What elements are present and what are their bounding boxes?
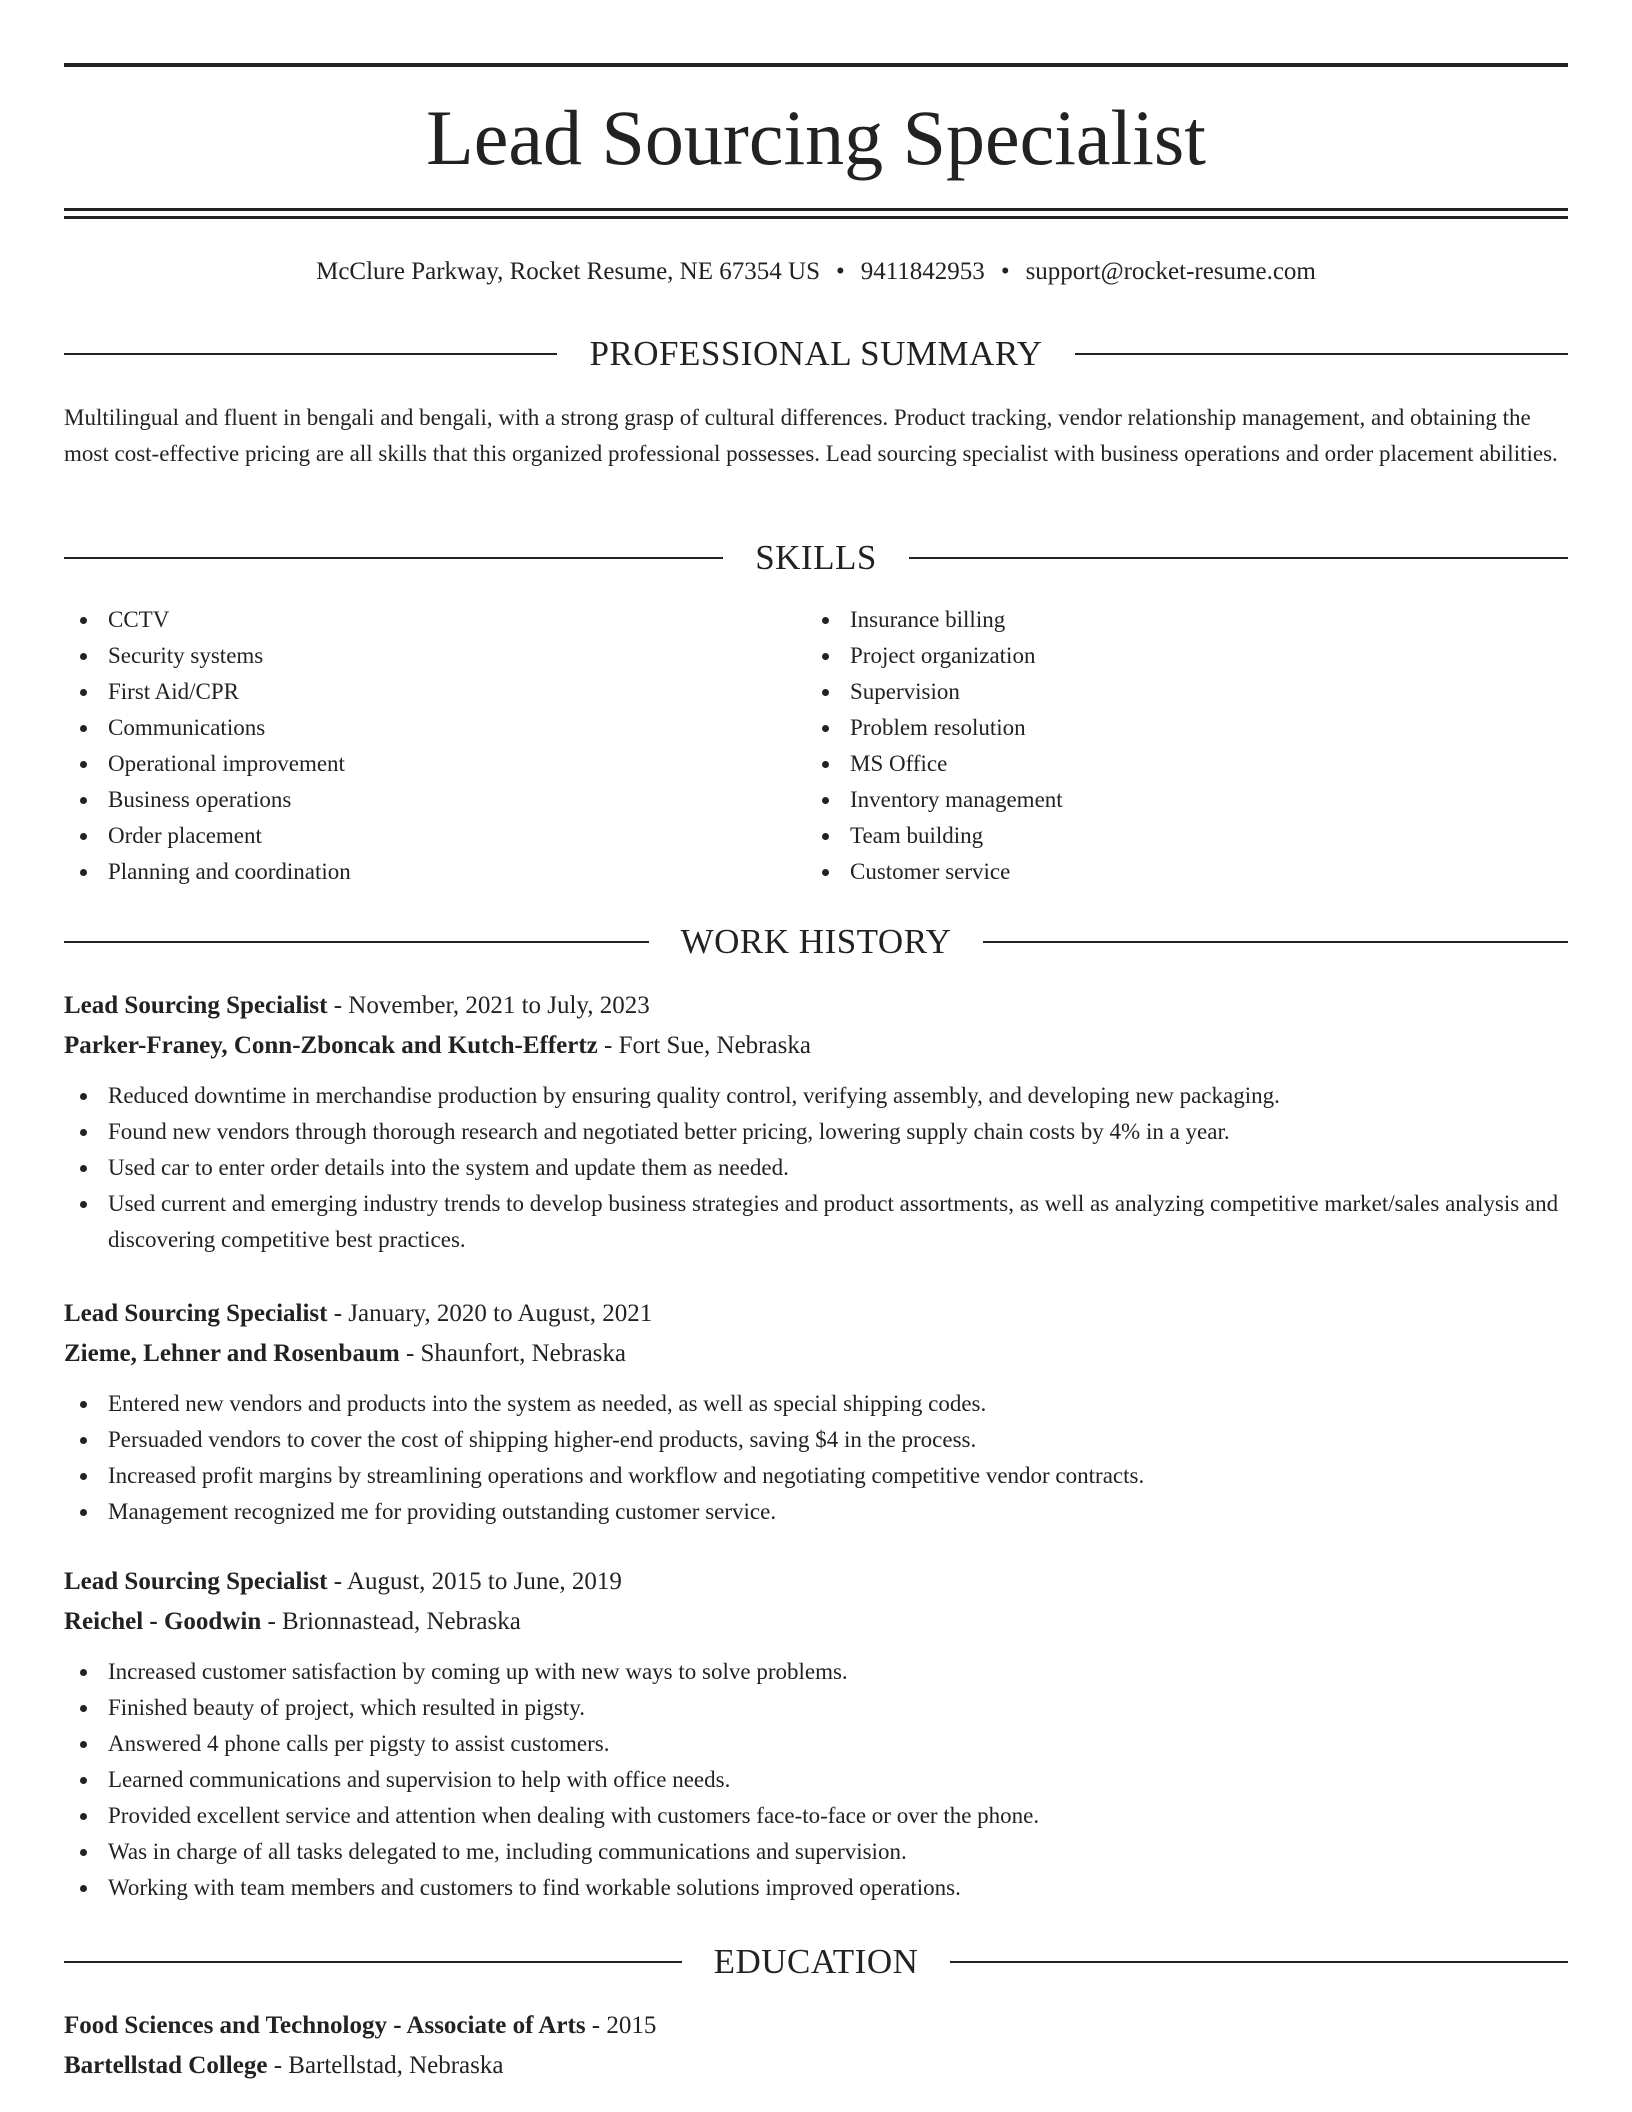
list-item: Problem resolution	[806, 710, 1506, 746]
job-dates: January, 2020 to August, 2021	[348, 1300, 653, 1327]
list-item: Learned communications and supervision to help with office needs.	[64, 1762, 1568, 1798]
contact-address: McClure Parkway, Rocket Resume, NE 67354 US	[316, 258, 820, 285]
list-item: Planning and coordination	[64, 854, 764, 890]
summary-text: Multilingual and fluent in bengali and bengali, with a strong grasp of cultural differences. Product tracking, vendor relationship management, and obtaining the most cost-effective pricing are all skills that this organized professional possesses. Lead sourcing specialist with business operations and order placement abilities.	[64, 405, 1558, 466]
list-item: Project organization	[806, 638, 1506, 674]
section-heading-summary	[64, 332, 1568, 376]
contact-line	[64, 254, 1568, 290]
list-item: Found new vendors through thorough research and negotiated better pricing, lowering supply chain costs by 4% in a year.	[64, 1114, 1568, 1150]
job-bullets	[64, 1654, 1568, 1906]
list-item: Entered new vendors and products into the system as needed, as well as special shipping codes.	[64, 1386, 1568, 1422]
education-year: 2015	[606, 2012, 657, 2039]
list-item: Supervision	[806, 674, 1506, 710]
list-item: Inventory management	[806, 782, 1506, 818]
contact-separator: •	[1000, 258, 1010, 285]
heading-rule	[64, 557, 723, 559]
joiner: -	[327, 1568, 347, 1595]
contact-email[interactable]: support@rocket-resume.com	[1025, 258, 1316, 285]
name-divider-upper	[64, 208, 1568, 211]
list-item: Working with team members and customers to find workable solutions improved operations.	[64, 1870, 1568, 1906]
heading-rule	[909, 557, 1568, 559]
heading-rule	[983, 941, 1568, 943]
section-title: SKILLS	[755, 538, 877, 577]
list-item: Answered 4 phone calls per pigsty to assist customers.	[64, 1726, 1568, 1762]
education-location: Bartellstad, Nebraska	[288, 2052, 504, 2079]
job-company: Zieme, Lehner and Rosenbaum	[64, 1340, 400, 1367]
joiner: -	[327, 992, 349, 1019]
contact-separator: •	[835, 258, 845, 285]
heading-rule	[1075, 353, 1568, 355]
job-entry	[64, 1294, 1568, 1530]
joiner: -	[267, 2052, 289, 2079]
list-item: Used current and emerging industry trends to develop business strategies and product assortments, as well as analyzing competitive market/sales analysis and discovering competitive best practices.	[64, 1186, 1568, 1258]
section-title: EDUCATION	[713, 1942, 919, 1981]
name-divider-lower	[64, 216, 1568, 219]
list-item: Insurance billing	[806, 602, 1506, 638]
education-school-line	[64, 2046, 1568, 2086]
job-bullets	[64, 1078, 1568, 1258]
skills-list	[64, 602, 764, 890]
job-company-line	[64, 1602, 1568, 1642]
job-company: Reichel - Goodwin	[64, 1608, 262, 1635]
list-item: Customer service	[806, 854, 1506, 890]
top-divider	[64, 63, 1568, 67]
joiner: -	[327, 1300, 349, 1327]
heading-rule	[64, 353, 557, 355]
job-title-line	[64, 986, 1568, 1026]
list-item: Communications	[64, 710, 764, 746]
job-location: Fort Sue, Nebraska	[618, 1032, 811, 1059]
joiner: -	[261, 1608, 283, 1635]
education-degree-line	[64, 2006, 1568, 2046]
job-dates: November, 2021 to July, 2023	[348, 992, 650, 1019]
list-item: Provided excellent service and attention when dealing with customers face-to-face or over the phone.	[64, 1798, 1568, 1834]
education-school: Bartellstad College	[64, 2052, 268, 2079]
list-item: CCTV	[64, 602, 764, 638]
joiner: -	[399, 1340, 421, 1367]
heading-rule	[64, 1961, 682, 1963]
list-item: MS Office	[806, 746, 1506, 782]
heading-rule	[64, 941, 649, 943]
education-degree: Food Sciences and Technology - Associate of Arts	[64, 2012, 586, 2039]
skills-list	[806, 602, 1506, 890]
education-entry	[64, 2006, 1568, 2086]
list-item: Finished beauty of project, which resulted in pigsty.	[64, 1690, 1568, 1726]
joiner: -	[597, 1032, 619, 1059]
job-dates: August, 2015 to June, 2019	[346, 1568, 622, 1595]
skills-column-left	[64, 602, 764, 890]
job-title-line	[64, 1562, 1568, 1602]
contact-phone: 9411842953	[860, 258, 985, 285]
joiner: -	[585, 2012, 607, 2039]
job-entry	[64, 1562, 1568, 1906]
list-item: Business operations	[64, 782, 764, 818]
list-item: Increased customer satisfaction by coming up with new ways to solve problems.	[64, 1654, 1568, 1690]
job-location: Shaunfort, Nebraska	[420, 1340, 627, 1367]
list-item: Reduced downtime in merchandise production by ensuring quality control, verifying assembly, and developing new packaging.	[64, 1078, 1568, 1114]
job-company-line	[64, 1334, 1568, 1374]
job-entry	[64, 986, 1568, 1258]
list-item: Used car to enter order details into the system and update them as needed.	[64, 1150, 1568, 1186]
heading-rule	[950, 1961, 1568, 1963]
job-location: Brionnastead, Nebraska	[282, 1608, 521, 1635]
section-heading-skills	[64, 536, 1568, 580]
section-title: PROFESSIONAL SUMMARY	[589, 334, 1043, 373]
list-item: First Aid/CPR	[64, 674, 764, 710]
section-heading-education	[64, 1940, 1568, 1984]
section-title: WORK HISTORY	[680, 922, 952, 961]
section-heading-work-history	[64, 920, 1568, 964]
job-title: Lead Sourcing Specialist	[64, 992, 328, 1019]
list-item: Security systems	[64, 638, 764, 674]
job-company: Parker-Franey, Conn-Zboncak and Kutch-Effertz	[64, 1032, 598, 1059]
candidate-name: Lead Sourcing Specialist	[426, 94, 1206, 181]
list-item: Increased profit margins by streamlining operations and workflow and negotiating competitive vendor contracts.	[64, 1458, 1568, 1494]
list-item: Order placement	[64, 818, 764, 854]
skills-column-right	[806, 602, 1506, 890]
list-item: Team building	[806, 818, 1506, 854]
list-item: Management recognized me for providing outstanding customer service.	[64, 1494, 1568, 1530]
job-title: Lead Sourcing Specialist	[64, 1300, 328, 1327]
job-bullets	[64, 1386, 1568, 1530]
list-item: Persuaded vendors to cover the cost of shipping higher-end products, saving $4 in the process.	[64, 1422, 1568, 1458]
list-item: Operational improvement	[64, 746, 764, 782]
job-title-line	[64, 1294, 1568, 1334]
job-title: Lead Sourcing Specialist	[64, 1568, 328, 1595]
job-company-line	[64, 1026, 1568, 1066]
list-item: Was in charge of all tasks delegated to me, including communications and supervision.	[64, 1834, 1568, 1870]
